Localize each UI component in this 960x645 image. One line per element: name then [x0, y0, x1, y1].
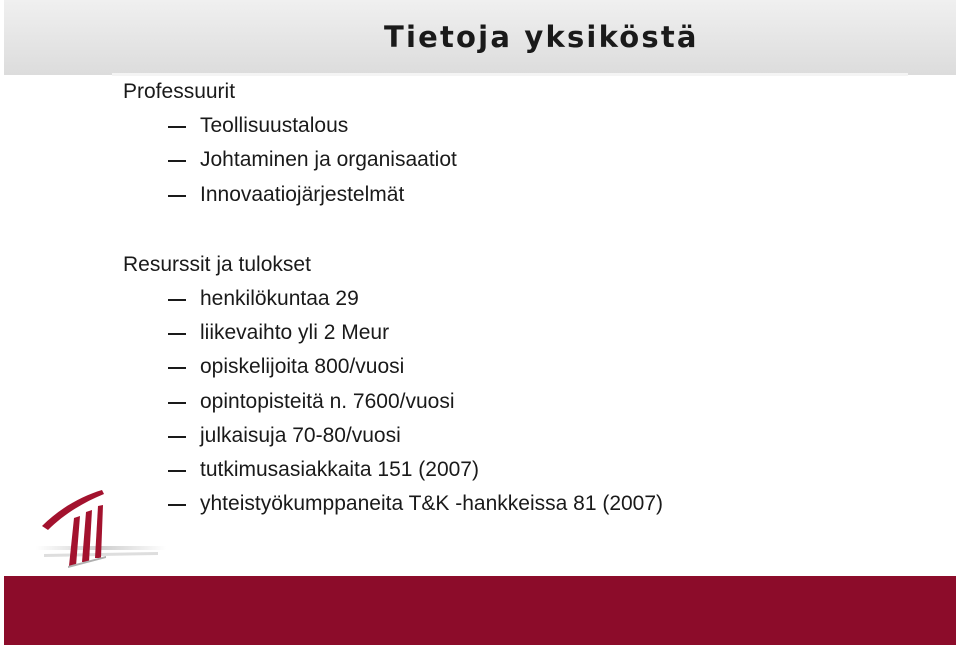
dash-bullet [168, 470, 186, 472]
dash-bullet [168, 402, 186, 404]
list-item-text: yhteistyökumppaneita T&K -hankkeissa 81 (2007) [200, 492, 664, 515]
list-item-text: tutkimusasiakkaita 151 (2007) [200, 458, 479, 481]
dash-bullet [168, 436, 186, 438]
dash-bullet [168, 367, 186, 369]
dash-bullet [168, 504, 186, 506]
list-item-text: opiskelijoita 800/vuosi [200, 355, 405, 378]
list-item-text: liikevaihto yli 2 Meur [200, 321, 390, 344]
list-item-text: Johtaminen ja organisaatiot [200, 148, 457, 171]
list-item-text: Teollisuustalous [200, 114, 349, 137]
dash-bullet [168, 299, 186, 301]
list-item-text: julkaisuja 70-80/vuosi [200, 424, 401, 447]
section-heading-resurssit: Resurssit ja tulokset [123, 253, 311, 276]
section-heading-professuurit: Professuurit [123, 80, 236, 103]
dash-bullet [168, 333, 186, 335]
header-divider [112, 73, 908, 76]
list-item-text: opintopisteitä n. 7600/vuosi [200, 390, 455, 413]
dash-bullet [168, 195, 186, 197]
university-logo-icon [36, 486, 166, 572]
dash-bullet [168, 160, 186, 162]
list-item-text: Innovaatiojärjestelmät [200, 183, 405, 206]
slide-title: Tietoja yksiköstä [384, 20, 699, 54]
list-item-text: henkilökuntaa 29 [200, 287, 359, 310]
dash-bullet [168, 126, 186, 128]
footer-band [4, 576, 956, 645]
